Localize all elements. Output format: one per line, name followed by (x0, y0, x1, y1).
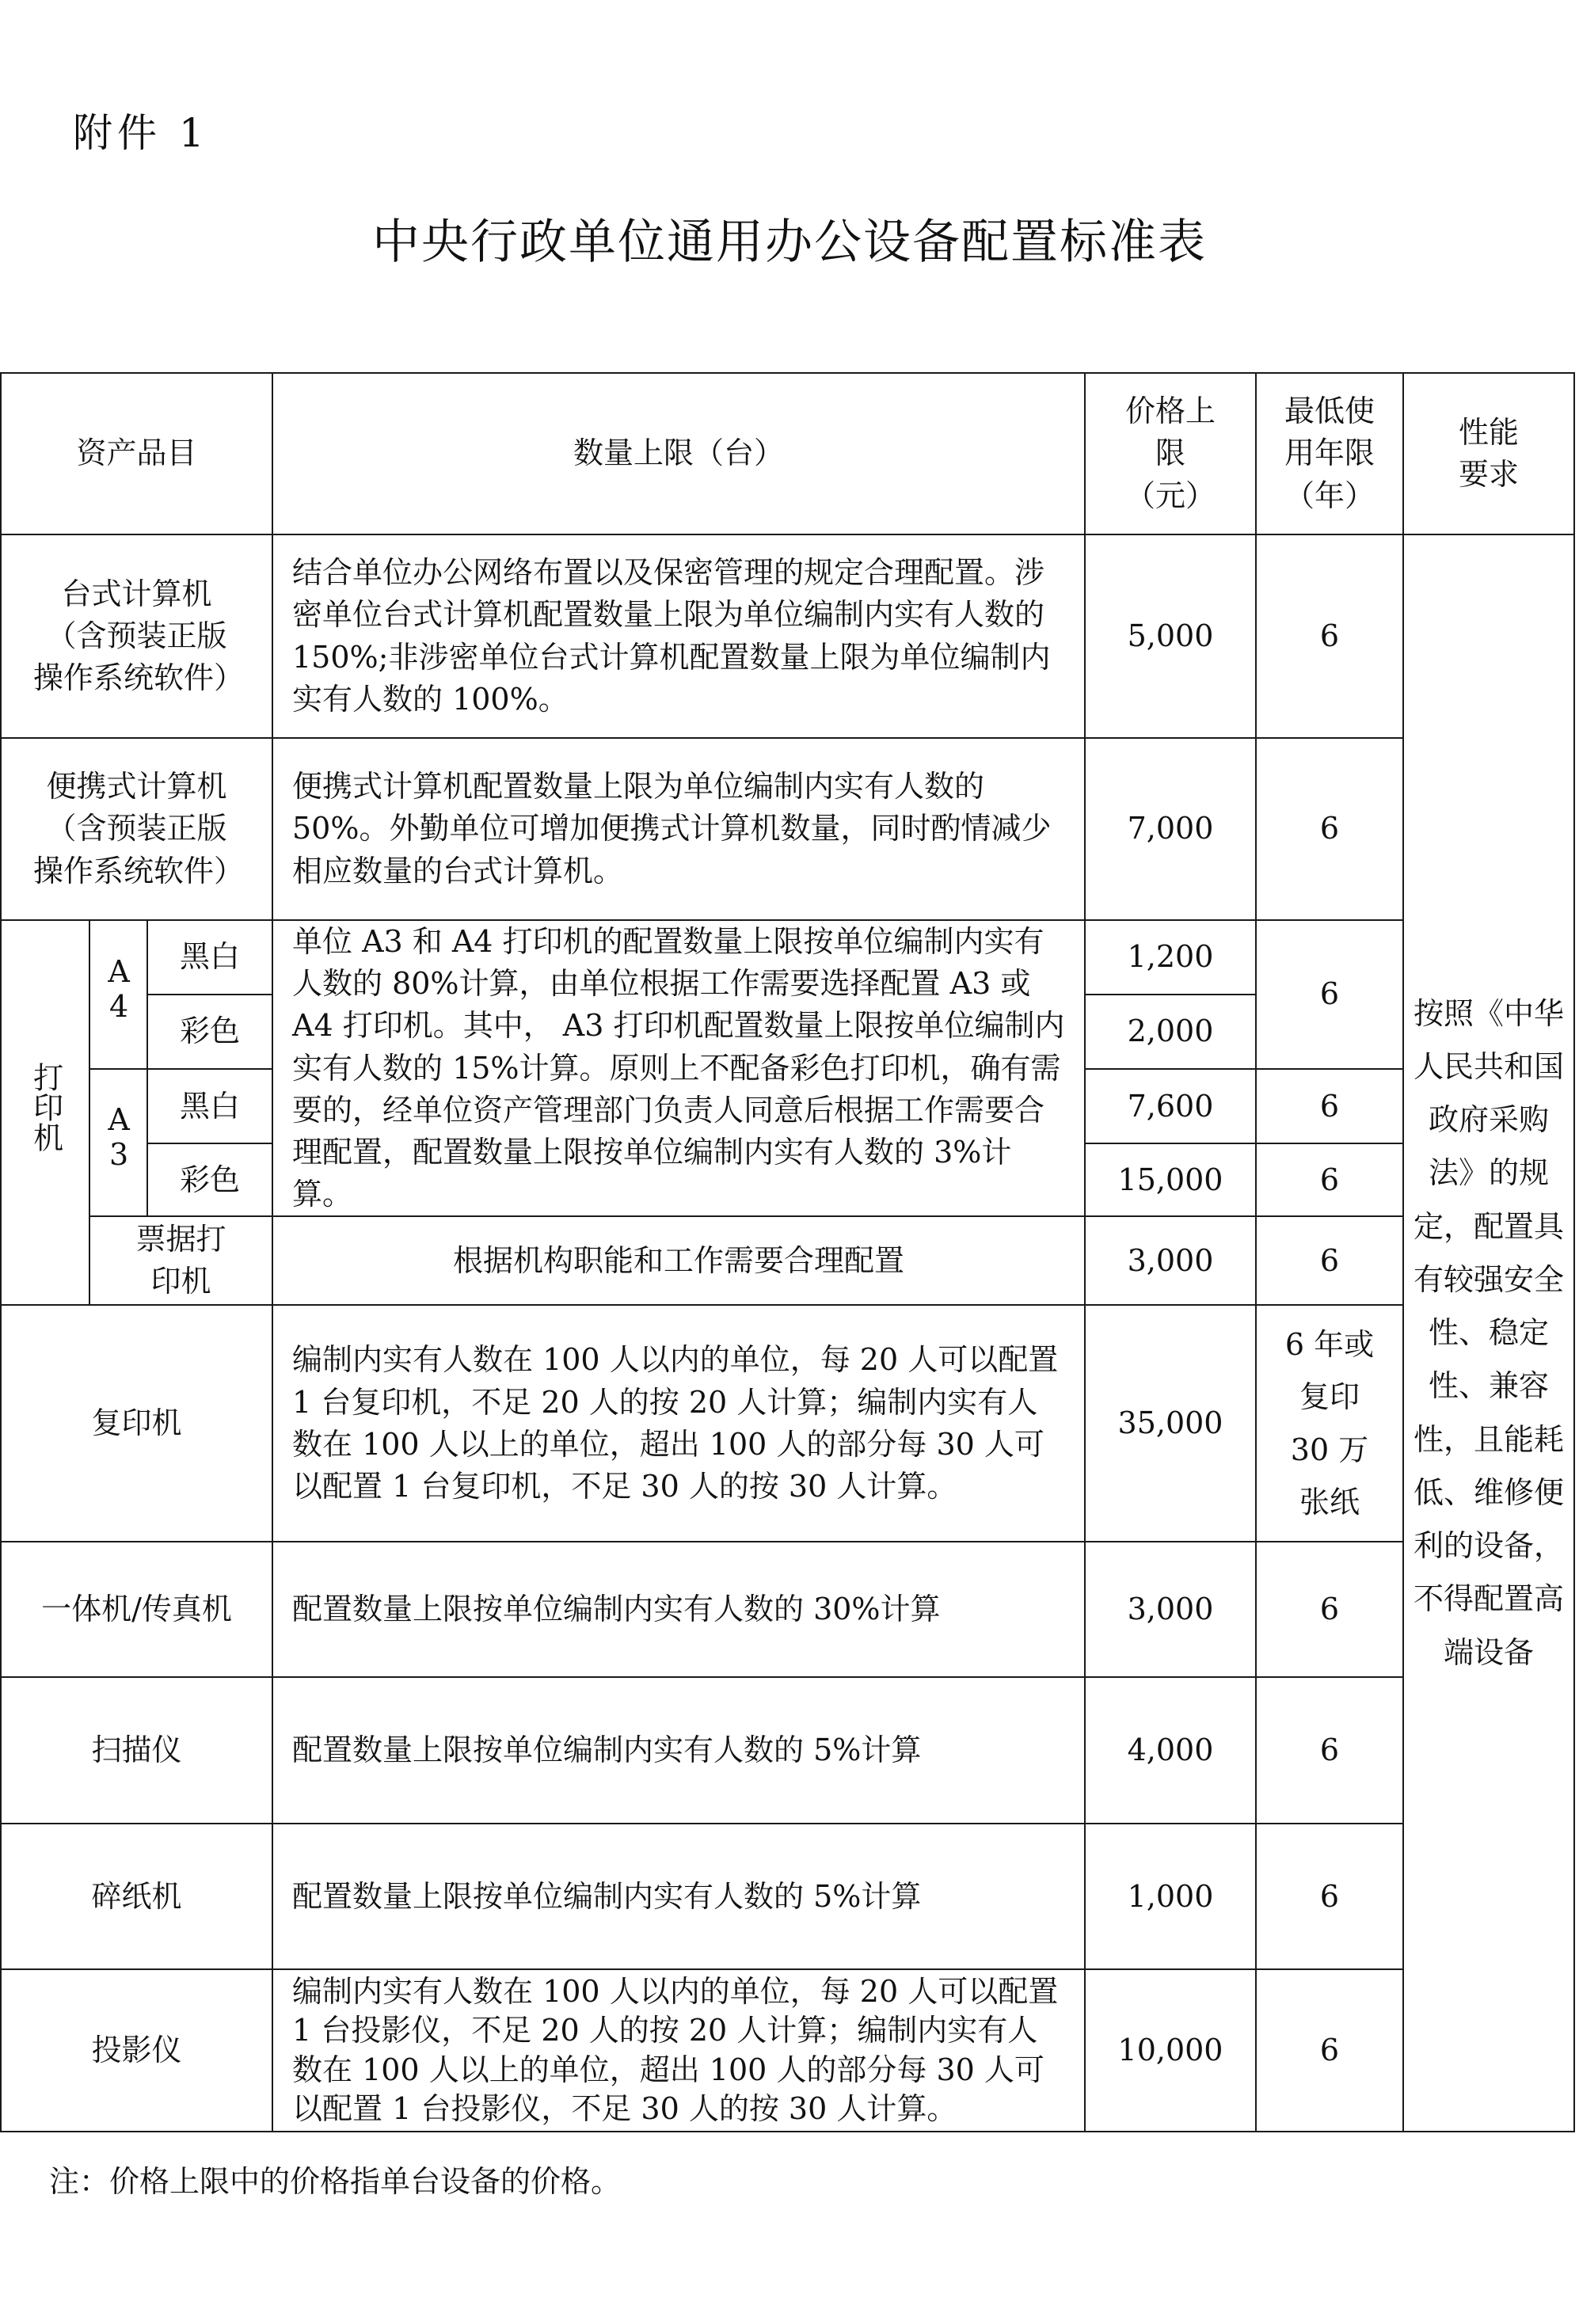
price-projector: 10,000 (1085, 1969, 1256, 2132)
price-laptop: 7,000 (1085, 738, 1256, 920)
life-a3-bw: 6 (1256, 1069, 1403, 1143)
asset-laptop: 便携式计算机（含预装正版操作系统软件） (1, 738, 272, 920)
row-desktop (1, 534, 1574, 738)
asset-projector: 投影仪 (1, 1969, 272, 2132)
life-shredder: 6 (1256, 1824, 1403, 1969)
price-receipt-printer: 3,000 (1085, 1216, 1256, 1305)
life-a3-color: 6 (1256, 1143, 1403, 1216)
asset-printer: 打印机 (1, 920, 89, 1305)
life-fax: 6 (1256, 1542, 1403, 1677)
desc-shredder: 配置数量上限按单位编制内实有人数的 5%计算 (272, 1824, 1085, 1969)
printer-a4-color: 彩色 (147, 995, 272, 1069)
header-asset: 资产品目 (1, 373, 272, 534)
row-shredder (1, 1824, 1574, 1969)
row-receipt-printer (1, 1216, 1574, 1305)
printer-a4-bw: 黑白 (147, 920, 272, 995)
price-scanner: 4,000 (1085, 1677, 1256, 1824)
price-shredder: 1,000 (1085, 1824, 1256, 1969)
asset-shredder: 碎纸机 (1, 1824, 272, 1969)
desc-copier: 编制内实有人数在 100 人以内的单位，每 20 人可以配置 1 台复印机，不足 20 人的按 20 人计算；编制内实有人数在 100 人以上的单位，超出 100 人的部分每 30 人可以配置 1 台复印机，不足 30 人的按 30 人计算。 (272, 1305, 1085, 1542)
asset-scanner: 扫描仪 (1, 1677, 272, 1824)
asset-fax: 一体机/传真机 (1, 1542, 272, 1677)
printer-a3-color: 彩色 (147, 1143, 272, 1216)
life-laptop: 6 (1256, 738, 1403, 920)
row-laptop (1, 738, 1574, 920)
page-title: 中央行政单位通用办公设备配置标准表 (372, 215, 1207, 270)
header-price: 价格上限（元） (1085, 373, 1256, 534)
price-a3-bw: 7,600 (1085, 1069, 1256, 1143)
asset-receipt-printer: 票据打印机 (89, 1216, 272, 1305)
row-scanner (1, 1677, 1574, 1824)
life-copier: 6 年或复印 30 万张纸 (1256, 1305, 1403, 1542)
desc-receipt-printer: 根据机构职能和工作需要合理配置 (272, 1216, 1085, 1305)
desc-printer: 单位 A3 和 A4 打印机的配置数量上限按单位编制内实有人数的 80%计算，由单位根据工作需要选择配置 A3 或 A4 打印机。其中， A3 打印机配置数量上限按单位编制内实有人数的 15%计算。原则上不配备彩色打印机，确有需要的，经单位资产管理部门负责人同意后根据工作需要合理配置，配置数量上限按单位编制内实有人数的 3%计算。 (272, 920, 1085, 1216)
row-fax (1, 1542, 1574, 1677)
asset-desktop: 台式计算机（含预装正版操作系统软件） (1, 534, 272, 738)
row-copier (1, 1305, 1574, 1542)
standards-table (0, 372, 1575, 2132)
life-projector: 6 (1256, 1969, 1403, 2132)
price-a4-color: 2,000 (1085, 995, 1256, 1069)
life-desktop: 6 (1256, 534, 1403, 738)
header-row (1, 373, 1574, 534)
header-perf: 性能要求 (1403, 373, 1574, 534)
life-receipt-printer: 6 (1256, 1216, 1403, 1305)
attachment-label: 附件 1 (73, 110, 209, 156)
price-desktop: 5,000 (1085, 534, 1256, 738)
printer-a3-bw: 黑白 (147, 1069, 272, 1143)
desc-scanner: 配置数量上限按单位编制内实有人数的 5%计算 (272, 1677, 1085, 1824)
printer-a4-label: A4 (89, 920, 147, 1069)
row-printer-a4-bw (1, 920, 1574, 995)
desc-desktop: 结合单位办公网络布置以及保密管理的规定合理配置。涉密单位台式计算机配置数量上限为单位编制内实有人数的 150%;非涉密单位台式计算机配置数量上限为单位编制内实有人数的 100%。 (272, 534, 1085, 738)
header-quantity: 数量上限（台） (272, 373, 1085, 534)
life-a4: 6 (1256, 920, 1403, 1069)
printer-a3-label: A3 (89, 1069, 147, 1216)
desc-laptop: 便携式计算机配置数量上限为单位编制内实有人数的 50%。外勤单位可增加便携式计算机数量，同时酌情减少相应数量的台式计算机。 (272, 738, 1085, 920)
row-projector (1, 1969, 1574, 2132)
desc-projector: 编制内实有人数在 100 人以内的单位，每 20 人可以配置 1 台投影仪，不足 20 人的按 20 人计算；编制内实有人数在 100 人以上的单位，超出 100 人的部分每 30 人可以配置 1 台投影仪，不足 30 人的按 30 人计算。 (272, 1969, 1085, 2132)
life-scanner: 6 (1256, 1677, 1403, 1824)
header-life: 最低使用年限（年） (1256, 373, 1403, 534)
footnote: 注：价格上限中的价格指单台设备的价格。 (49, 2164, 622, 2199)
price-copier: 35,000 (1085, 1305, 1256, 1542)
desc-fax: 配置数量上限按单位编制内实有人数的 30%计算 (272, 1542, 1085, 1677)
price-a4-bw: 1,200 (1085, 920, 1256, 995)
price-a3-color: 15,000 (1085, 1143, 1256, 1216)
performance-requirement: 按照《中华人民共和国政府采购法》的规定，配置具有较强安全性、稳定性、兼容性，且能耗低、维修便利的设备，不得配置高端设备 (1403, 534, 1574, 2132)
price-fax: 3,000 (1085, 1542, 1256, 1677)
asset-copier: 复印机 (1, 1305, 272, 1542)
